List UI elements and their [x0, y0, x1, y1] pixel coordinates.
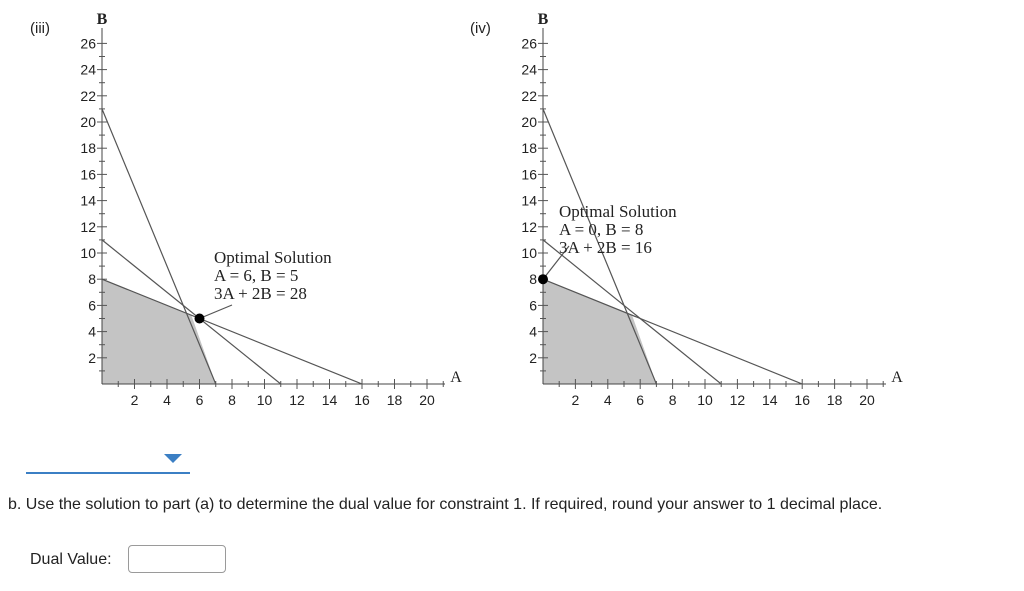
x-tick-label: 14	[762, 392, 778, 408]
annotation-leader-line	[200, 305, 233, 319]
y-axis-label: B	[96, 11, 108, 28]
dual-value-input[interactable]	[128, 545, 226, 573]
y-tick-label: 4	[88, 323, 96, 340]
x-tick-label: 14	[321, 392, 338, 408]
y-tick-label: 14	[521, 192, 537, 209]
y-tick-label: 26	[80, 35, 96, 52]
y-tick-label: 6	[529, 297, 537, 314]
annotation-text: Optimal Solution	[559, 202, 677, 221]
y-tick-label: 22	[521, 87, 537, 104]
y-tick-label: 18	[80, 140, 96, 157]
panel-label-iv: (iv)	[470, 20, 491, 37]
y-tick-label: 14	[80, 192, 96, 209]
graph-panel-iii	[80, 11, 462, 408]
y-tick-label: 16	[80, 166, 96, 183]
y-tick-label: 12	[521, 218, 537, 235]
question-text: b. Use the solution to part (a) to determine the dual value for constraint 1. If required, round your answer to 1 decimal place.	[8, 496, 883, 513]
y-tick-label: 16	[521, 166, 537, 183]
x-tick-label: 6	[195, 392, 204, 408]
x-tick-label: 10	[256, 392, 273, 408]
annotation-text: A = 0, B = 8	[559, 220, 644, 239]
y-tick-label: 24	[80, 61, 96, 78]
y-tick-label: 2	[88, 349, 96, 366]
x-tick-label: 18	[386, 392, 403, 408]
x-tick-label: 8	[228, 392, 236, 408]
x-axis-label: A	[450, 369, 462, 386]
feasible-region	[543, 279, 656, 384]
y-tick-label: 4	[529, 323, 537, 340]
x-tick-label: 4	[163, 392, 171, 408]
x-tick-label: 2	[571, 392, 580, 408]
y-tick-label: 18	[521, 140, 537, 157]
y-axis-label: B	[537, 11, 549, 28]
panel-label-iii: (iii)	[30, 20, 50, 37]
y-tick-label: 22	[80, 87, 96, 104]
x-tick-label: 18	[826, 392, 843, 408]
answer-dropdown[interactable]	[26, 446, 190, 474]
optimal-point	[195, 314, 205, 324]
y-tick-label: 12	[80, 218, 96, 235]
x-tick-label: 6	[636, 392, 645, 408]
x-tick-label: 16	[794, 392, 810, 408]
feasible-region	[102, 279, 216, 384]
dropdown-underline	[26, 472, 190, 474]
optimal-point	[538, 274, 548, 284]
x-tick-label: 16	[354, 392, 370, 408]
annotation-text: 3A + 2B = 28	[214, 284, 307, 303]
x-tick-label: 2	[130, 392, 139, 408]
x-tick-label: 4	[603, 392, 612, 408]
x-tick-label: 20	[859, 392, 875, 408]
x-tick-label: 8	[668, 392, 677, 408]
y-tick-label: 10	[521, 245, 537, 261]
dual-value-label: Dual Value:	[30, 551, 112, 568]
graph-panel-iv	[521, 11, 903, 408]
annotation-text: 3A + 2B = 16	[559, 238, 652, 257]
y-tick-label: 24	[521, 61, 537, 78]
x-tick-label: 12	[289, 392, 305, 408]
x-tick-label: 20	[419, 392, 435, 408]
y-tick-label: 20	[521, 114, 537, 130]
y-tick-label: 8	[529, 271, 537, 288]
x-tick-label: 10	[697, 392, 713, 408]
annotation-text: A = 6, B = 5	[214, 266, 299, 285]
chevron-down-icon	[164, 454, 182, 463]
y-tick-label: 26	[521, 35, 537, 52]
x-axis-label: A	[891, 369, 903, 386]
y-tick-label: 20	[80, 114, 96, 130]
y-tick-label: 2	[529, 349, 537, 366]
x-tick-label: 12	[729, 392, 746, 408]
y-tick-label: 10	[80, 245, 96, 261]
y-tick-label: 6	[88, 297, 96, 314]
annotation-text: Optimal Solution	[214, 248, 332, 267]
y-tick-label: 8	[88, 271, 96, 288]
